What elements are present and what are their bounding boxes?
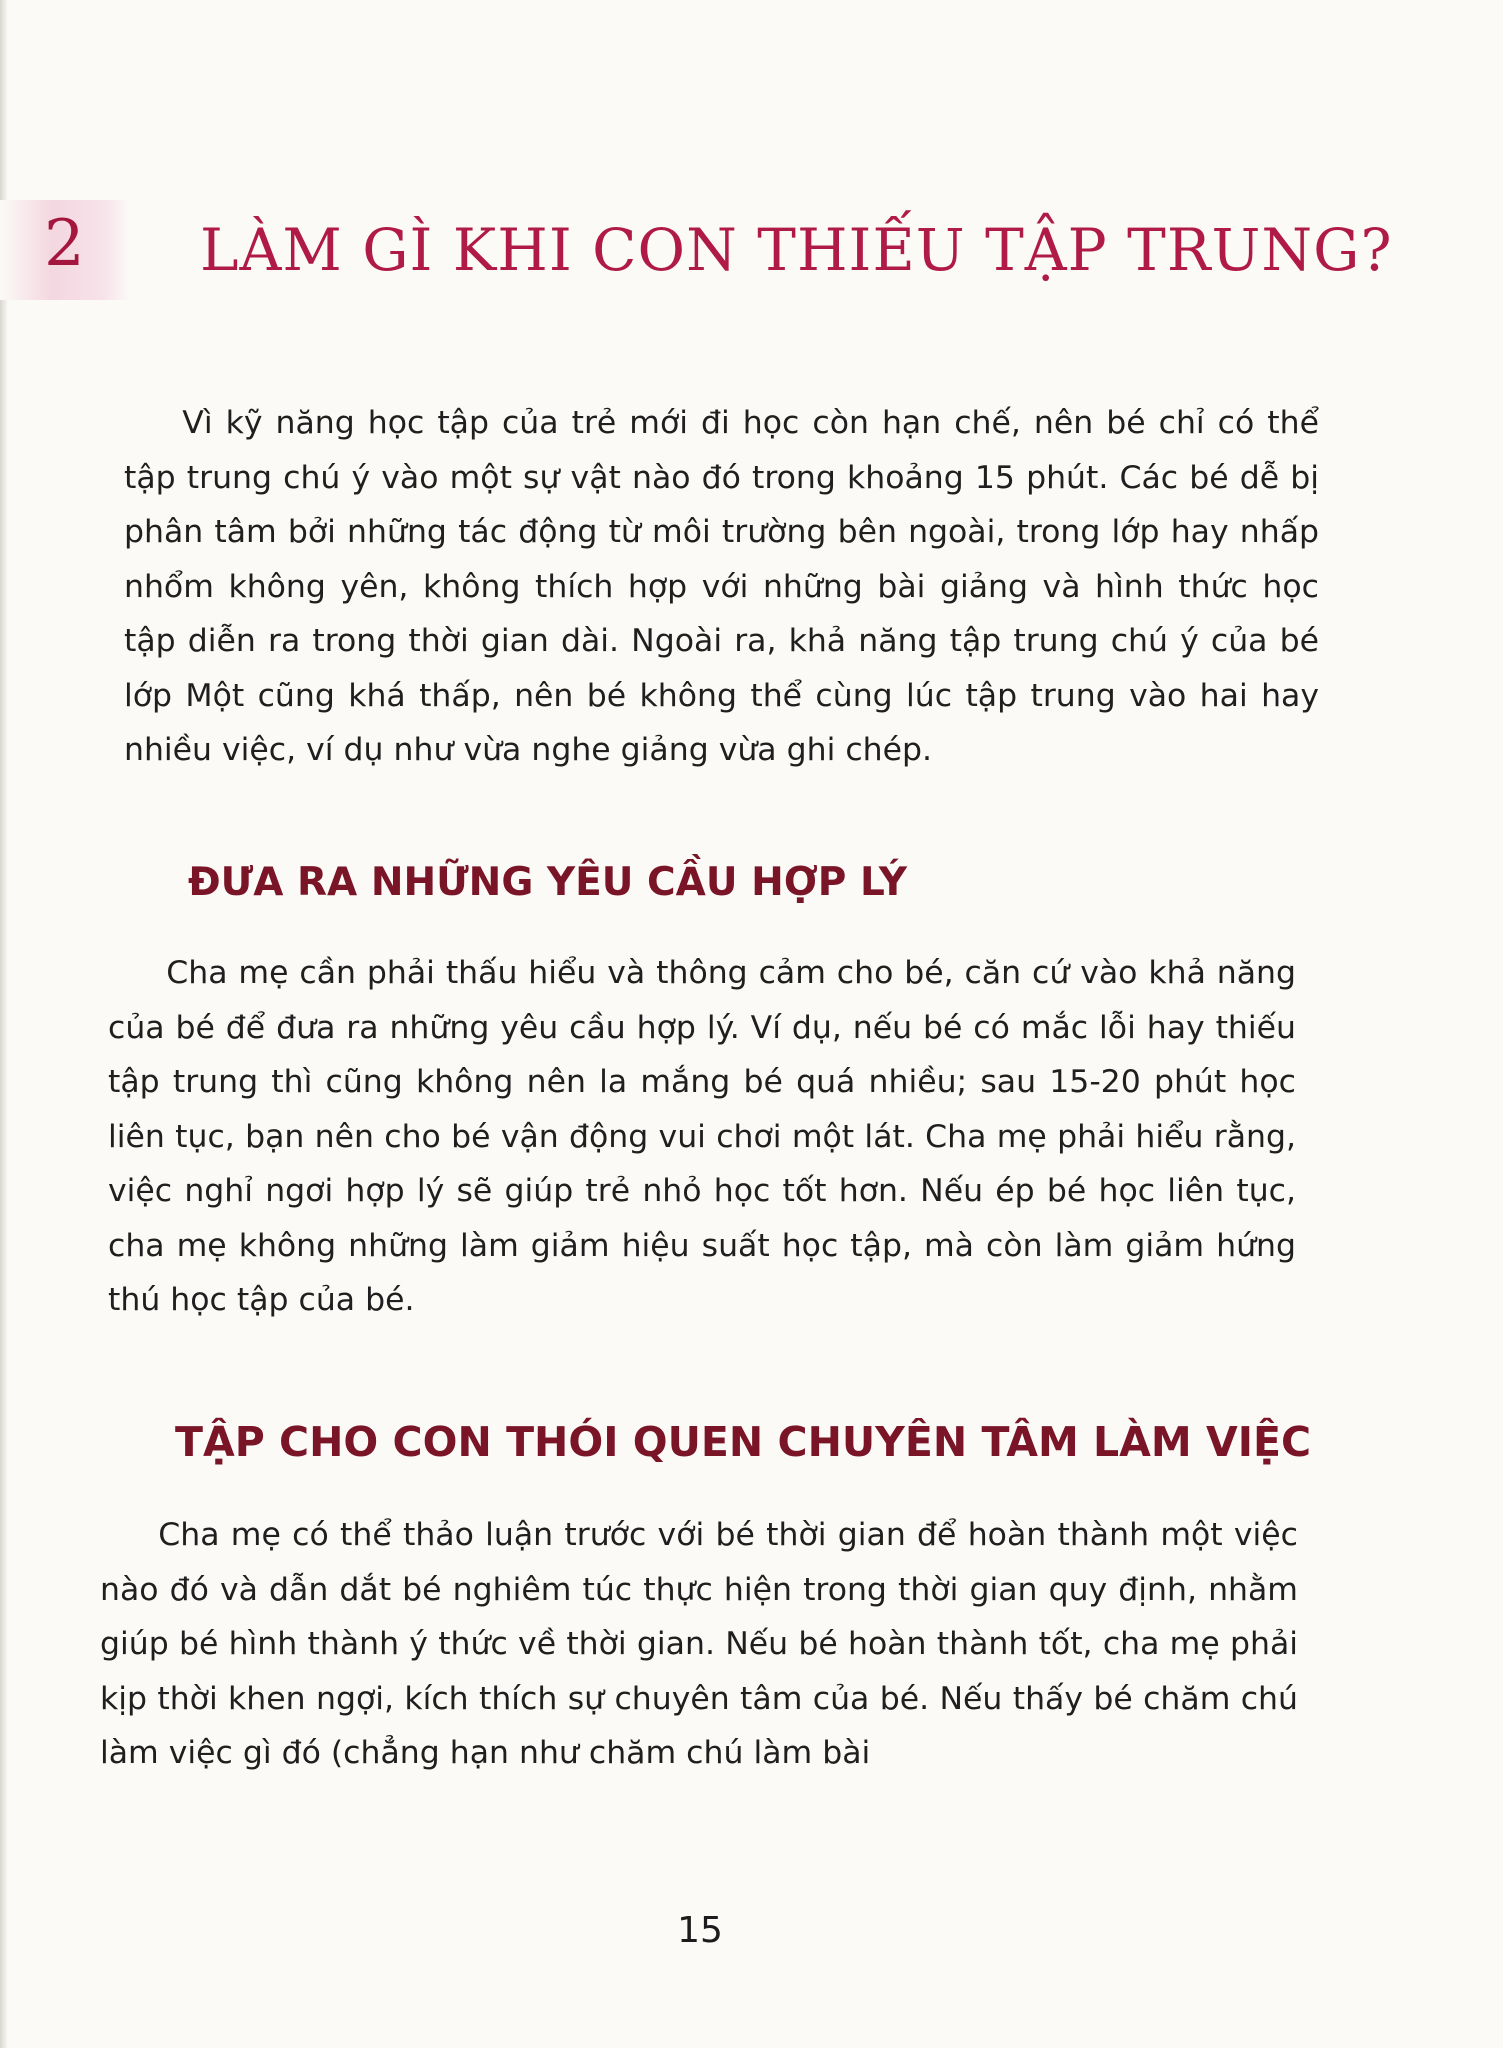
chapter-title: LÀM GÌ KHI CON THIẾU TẬP TRUNG? [200,216,1393,284]
page-spine-edge [0,0,8,2048]
section-body-focus-habit: Cha mẹ có thể thảo luận trước với bé thời gian để hoàn thành một việc nào đó và dẫn dắt bé nghiêm túc thực hiện trong thời gian quy định, nhằm giúp bé hình thành ý thức về thời gian. Nếu bé hoàn thành tốt, cha mẹ phải kịp thời khen ngợi, kích thích sự chuyên tâm của bé. Nếu thấy bé chăm chú làm việc gì đó (chẳng hạn như chăm chú làm bài [100,1517,1298,1771]
page-number: 15 [677,1910,723,1951]
section-body-reasonable-requests: Cha mẹ cần phải thấu hiểu và thông cảm cho bé, căn cứ vào khả năng của bé để đưa ra những yêu cầu hợp lý. Ví dụ, nếu bé có mắc lỗi hay thiếu tập trung thì cũng không nên la mắng bé quá nhiều; sau 15-20 phút học liên tục, bạn nên cho bé vận động vui chơi một lát. Cha mẹ phải hiểu rằng, việc nghỉ ngơi hợp lý sẽ giúp trẻ nhỏ học tốt hơn. Nếu ép bé học liên tục, cha mẹ không những làm giảm hiệu suất học tập, mà còn làm giảm hứng thú học tập của bé. [108,955,1296,1318]
section-heading-reasonable-requests: ĐƯA RA NHỮNG YÊU CẦU HỢP LÝ [188,860,907,905]
chapter-number: 2 [44,207,85,281]
section-heading-focus-habit: TẬP CHO CON THÓI QUEN CHUYÊN TÂM LÀM VIỆC [175,1418,1312,1466]
intro-paragraph: Vì kỹ năng học tập của trẻ mới đi học còn hạn chế, nên bé chỉ có thể tập trung chú ý vào một sự vật nào đó trong khoảng 15 phút. Các bé dễ bị phân tâm bởi những tác động từ môi trường bên ngoài, trong lớp hay nhấp nhổm không yên, không thích hợp với những bài giảng và hình thức học tập diễn ra trong thời gian dài. Ngoài ra, khả năng tập trung chú ý của bé lớp Một cũng khá thấp, nên bé không thể cùng lúc tập trung vào hai hay nhiều việc, ví dụ như vừa nghe giảng vừa ghi chép. [124,405,1319,768]
